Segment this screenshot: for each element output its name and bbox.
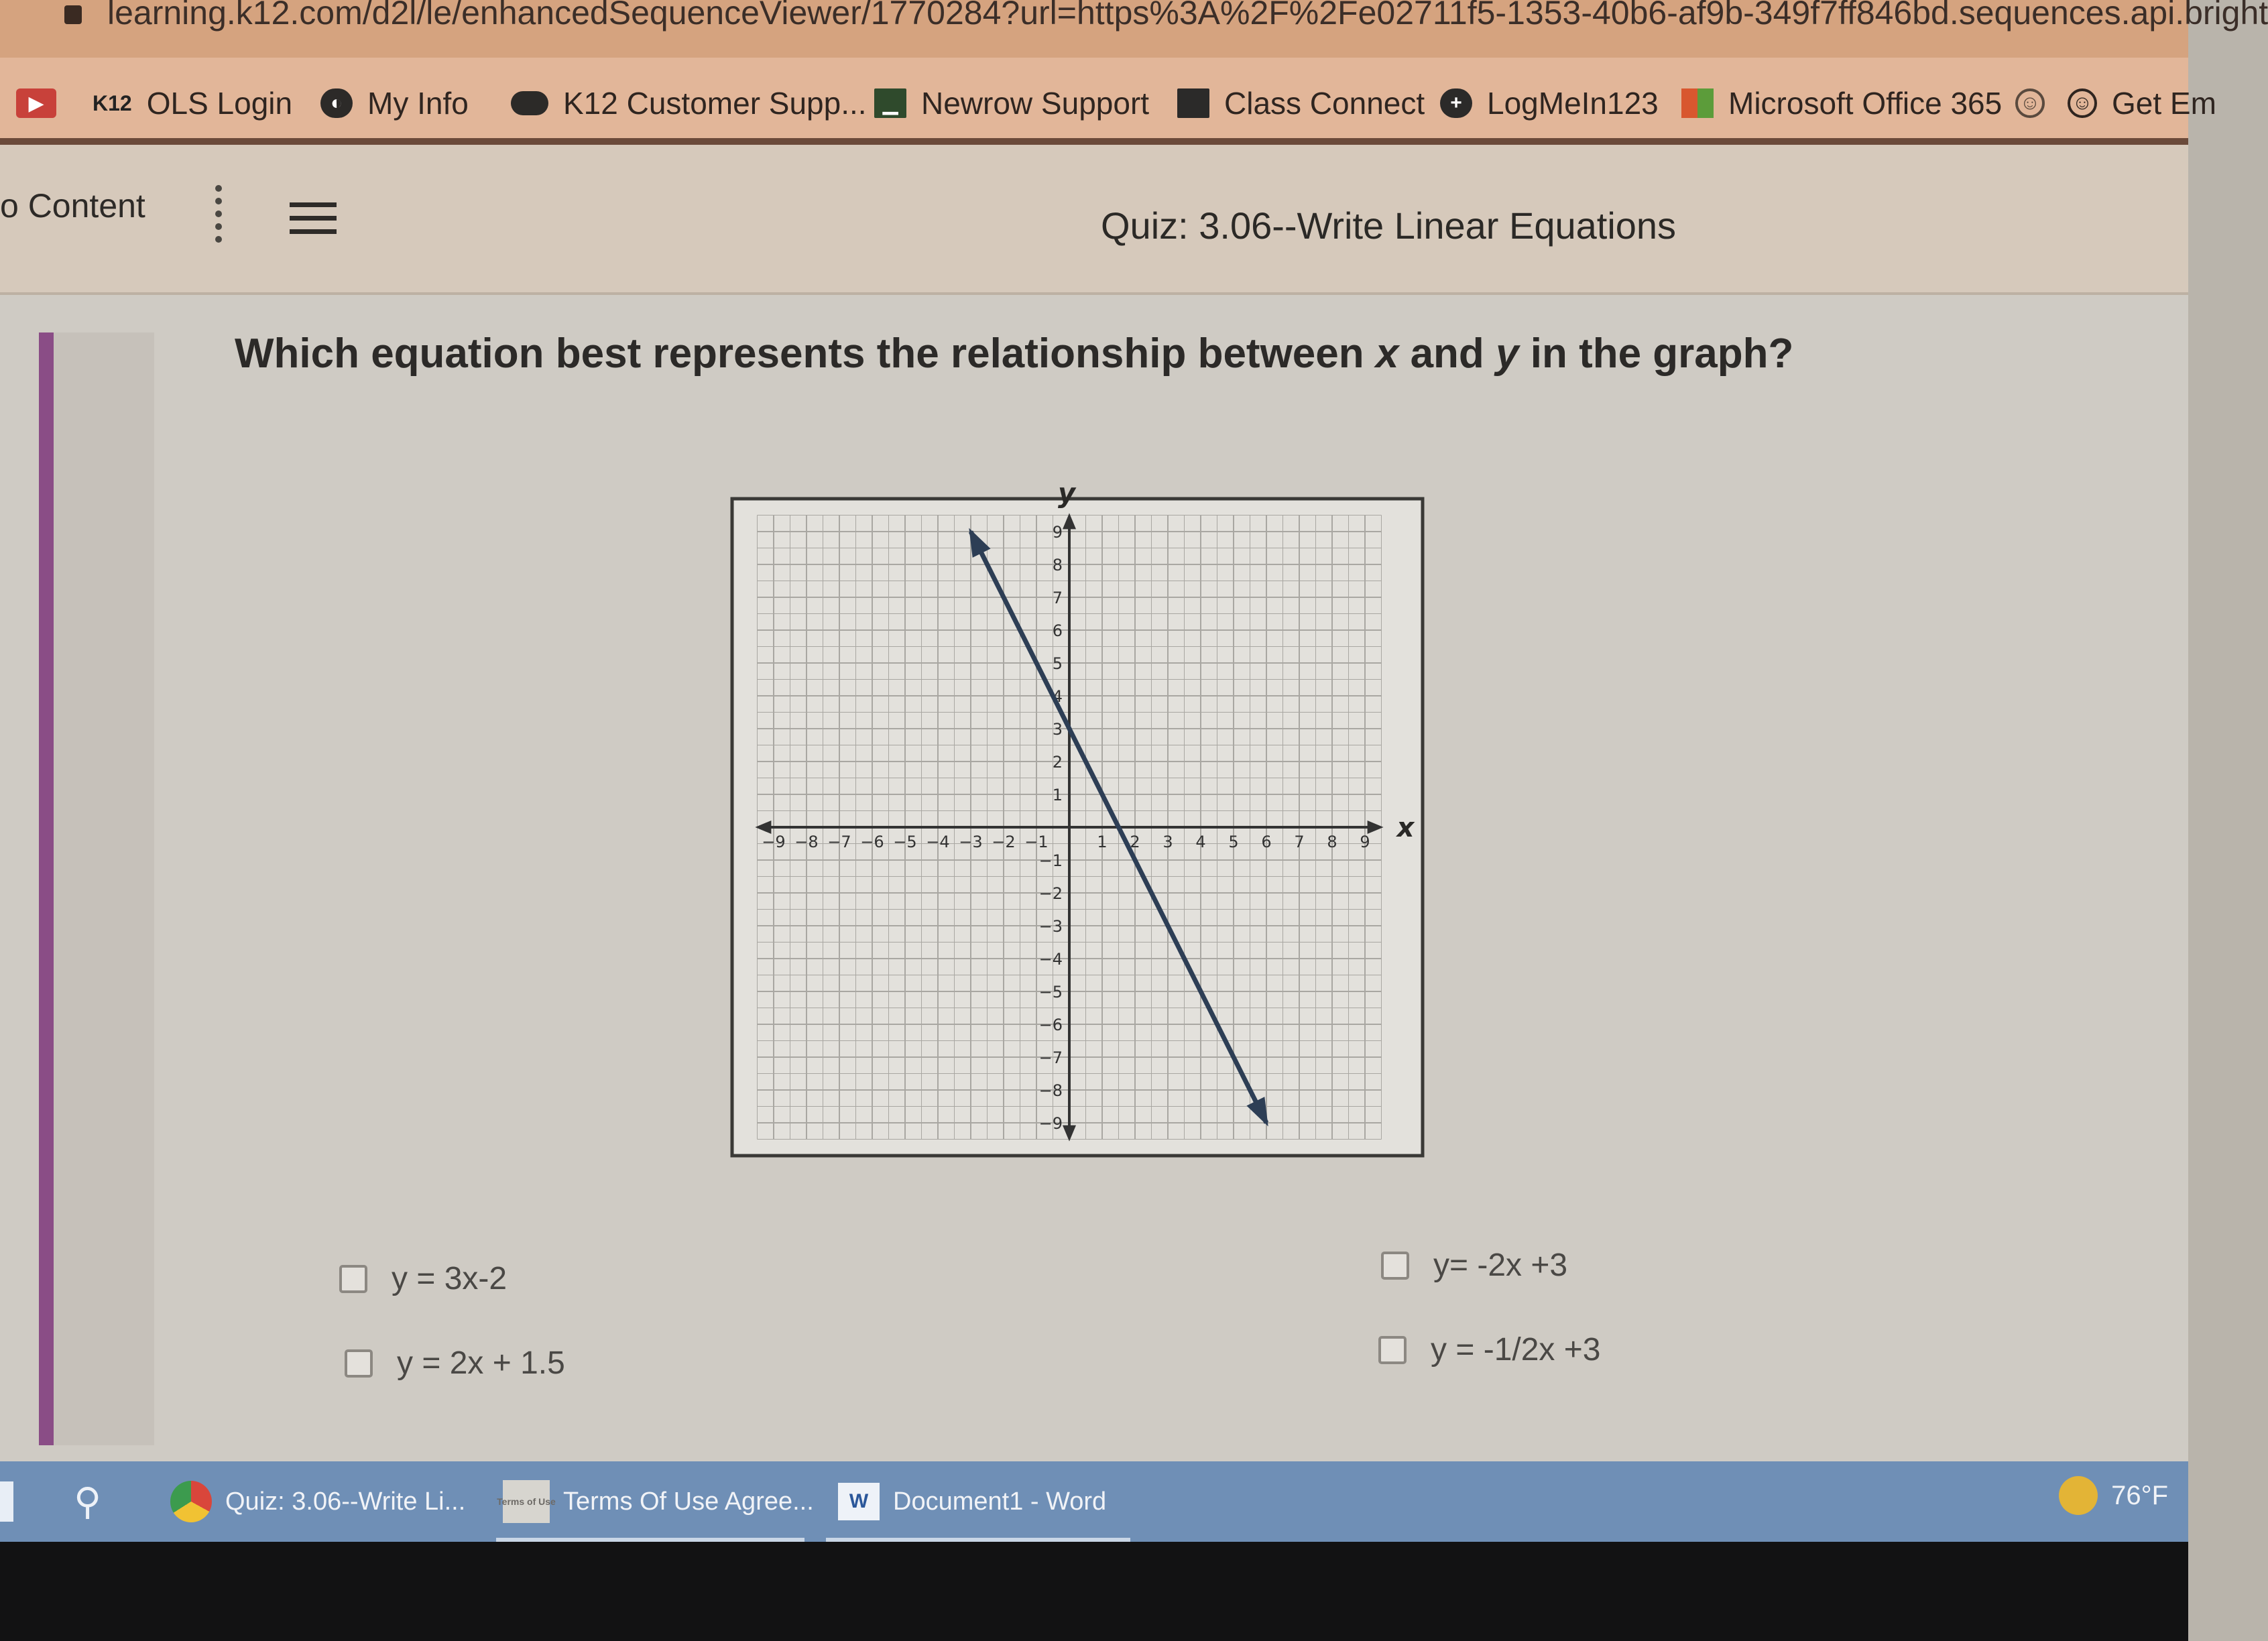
variable-y: y — [1496, 330, 1519, 377]
x-tick-label: −4 — [926, 833, 950, 851]
choice-b[interactable] — [1381, 1247, 1567, 1284]
weather-temperature: 76°F — [2111, 1480, 2168, 1510]
x-tick-label: 9 — [1360, 833, 1370, 851]
bookmark-k12-support[interactable] — [511, 84, 867, 122]
smiley-icon: ☺ — [2068, 88, 2097, 118]
bookmark-ols-login[interactable] — [93, 84, 292, 122]
word-icon: W — [838, 1483, 880, 1520]
checkbox[interactable] — [339, 1265, 367, 1293]
x-tick-label: 2 — [1130, 833, 1140, 851]
bookmark-label: Class Connect — [1224, 86, 1425, 121]
bookmark-newrow[interactable] — [874, 84, 1149, 122]
y-tick-label: −7 — [1038, 1048, 1063, 1067]
y-tick-label: −8 — [1038, 1081, 1063, 1100]
taskbar-item-terms[interactable] — [497, 1477, 814, 1526]
newrow-icon: ▁ — [874, 88, 906, 118]
variable-x: x — [1375, 330, 1399, 377]
taskbar-item-word[interactable] — [838, 1477, 1106, 1526]
y-tick-label: 9 — [1052, 523, 1063, 542]
windows-icon — [0, 1481, 13, 1522]
office-icon — [1681, 88, 1714, 118]
left-pane — [54, 332, 154, 1445]
y-tick-label: 2 — [1052, 753, 1063, 772]
x-tick-label: 6 — [1261, 833, 1272, 851]
x-tick-label: −5 — [893, 833, 917, 851]
x-tick-label: −1 — [1024, 833, 1049, 851]
bookmark-office-365[interactable] — [1681, 84, 2002, 122]
lock-icon — [64, 5, 82, 24]
y-tick-label: −1 — [1038, 851, 1063, 870]
youtube-icon: ▶ — [16, 88, 56, 118]
coordinate-graph — [724, 437, 1435, 1309]
x-tick-label: −8 — [794, 833, 819, 851]
taskbar-label: Terms Of Use Agree... — [563, 1487, 814, 1516]
choice-label: y= -2x +3 — [1433, 1248, 1568, 1283]
url-bar[interactable] — [0, 0, 2268, 58]
bookmark-get-em[interactable] — [2068, 84, 2216, 122]
y-tick-label: 1 — [1052, 786, 1063, 804]
question-part: Which equation best represents the relationship between — [235, 330, 1376, 377]
x-tick-label: −9 — [762, 833, 786, 851]
search-button[interactable] — [74, 1477, 101, 1526]
y-tick-label: −5 — [1038, 983, 1063, 1001]
bookmark-label: LogMeIn123 — [1487, 86, 1659, 121]
page-title: Quiz: 3.06--Write Linear Equations — [1101, 204, 1677, 247]
url-text[interactable]: learning.k12.com/d2l/le/enhancedSequenceViewer/1770284?url=https%3A%2F%2Fe02711f5-1353-40b6-af9b-349f7ff846bd.sequences.api.bright — [107, 0, 2268, 32]
checkbox[interactable] — [345, 1349, 373, 1378]
weather-widget[interactable] — [2059, 1476, 2168, 1515]
bookmark-label: Microsoft Office 365 — [1728, 86, 2003, 121]
bookmark-class-connect[interactable] — [1177, 84, 1425, 122]
bookmark-label: OLS Login — [146, 86, 293, 121]
menu-icon[interactable] — [290, 202, 337, 237]
choice-label: y = -1/2x +3 — [1431, 1332, 1601, 1368]
y-tick-label: −4 — [1038, 950, 1063, 969]
bookmark-label: K12 Customer Supp... — [563, 86, 867, 121]
taskbar-label: Document1 - Word — [893, 1487, 1107, 1516]
choice-a[interactable] — [339, 1260, 507, 1297]
cloud-icon — [511, 91, 548, 115]
y-tick-label: −3 — [1038, 917, 1063, 936]
checkbox[interactable] — [1378, 1336, 1407, 1364]
taskbar-item-chrome[interactable] — [170, 1477, 465, 1526]
x-tick-label: 7 — [1294, 833, 1305, 851]
page-header — [0, 145, 2188, 295]
y-tick-label: 3 — [1052, 720, 1063, 739]
bookmark-my-info[interactable] — [320, 84, 469, 122]
taskbar — [0, 1461, 2188, 1542]
bookmark-label: My Info — [367, 86, 469, 121]
choice-label: y = 3x-2 — [392, 1261, 508, 1296]
monitor-bezel — [0, 1542, 2188, 1641]
bookmark-label: Get Em — [2112, 86, 2216, 121]
x-tick-label: −2 — [992, 833, 1016, 851]
y-tick-label: 4 — [1052, 687, 1063, 706]
more-options-icon[interactable] — [212, 185, 225, 245]
y-tick-label: 6 — [1052, 621, 1063, 640]
globe-icon: ◐ — [320, 88, 353, 118]
table-of-contents-link[interactable]: o Content — [0, 187, 145, 225]
question-text — [235, 330, 1793, 377]
y-tick-label: 8 — [1052, 556, 1063, 574]
k12-logo: K12 — [93, 90, 132, 115]
y-tick-label: 5 — [1052, 654, 1063, 673]
smiley-icon: ☺ — [2015, 88, 2045, 118]
search-icon: ⚲ — [74, 1480, 102, 1522]
bookmarks-bar — [0, 58, 2216, 145]
question-part: in the graph? — [1518, 330, 1794, 377]
bookmark-label: Newrow Support — [921, 86, 1150, 121]
sun-icon — [2059, 1476, 2098, 1515]
x-tick-label: −7 — [827, 833, 851, 851]
choice-d[interactable] — [1378, 1331, 1600, 1368]
quiz-content — [0, 295, 2188, 1461]
plus-circle-icon: + — [1440, 88, 1472, 118]
class-connect-icon — [1177, 88, 1209, 118]
bookmark-smiley[interactable] — [2015, 84, 2045, 122]
chrome-icon — [170, 1481, 212, 1522]
x-tick-label: 3 — [1162, 833, 1173, 851]
bookmark-youtube[interactable] — [16, 84, 56, 122]
y-tick-label: −6 — [1038, 1016, 1063, 1034]
y-axis-label: y — [1057, 478, 1076, 509]
choice-c[interactable] — [345, 1345, 565, 1382]
x-tick-label: −6 — [860, 833, 884, 851]
x-tick-label: 8 — [1327, 833, 1337, 851]
checkbox[interactable] — [1381, 1252, 1409, 1280]
y-tick-label: −9 — [1038, 1114, 1063, 1133]
bookmark-logmein[interactable] — [1440, 84, 1659, 122]
terms-icon: Terms of Use — [503, 1480, 550, 1523]
x-tick-label: 1 — [1097, 833, 1108, 851]
x-axis-label: x — [1396, 812, 1415, 843]
y-tick-label: −2 — [1038, 884, 1063, 903]
x-tick-label: 5 — [1228, 833, 1239, 851]
x-tick-label: −3 — [959, 833, 983, 851]
x-tick-label: 4 — [1195, 833, 1206, 851]
y-tick-label: 7 — [1052, 589, 1063, 607]
start-button[interactable] — [0, 1477, 13, 1526]
taskbar-label: Quiz: 3.06--Write Li... — [225, 1487, 466, 1516]
question-part: and — [1398, 330, 1496, 377]
accent-bar — [39, 332, 54, 1445]
choice-label: y = 2x + 1.5 — [397, 1345, 565, 1381]
